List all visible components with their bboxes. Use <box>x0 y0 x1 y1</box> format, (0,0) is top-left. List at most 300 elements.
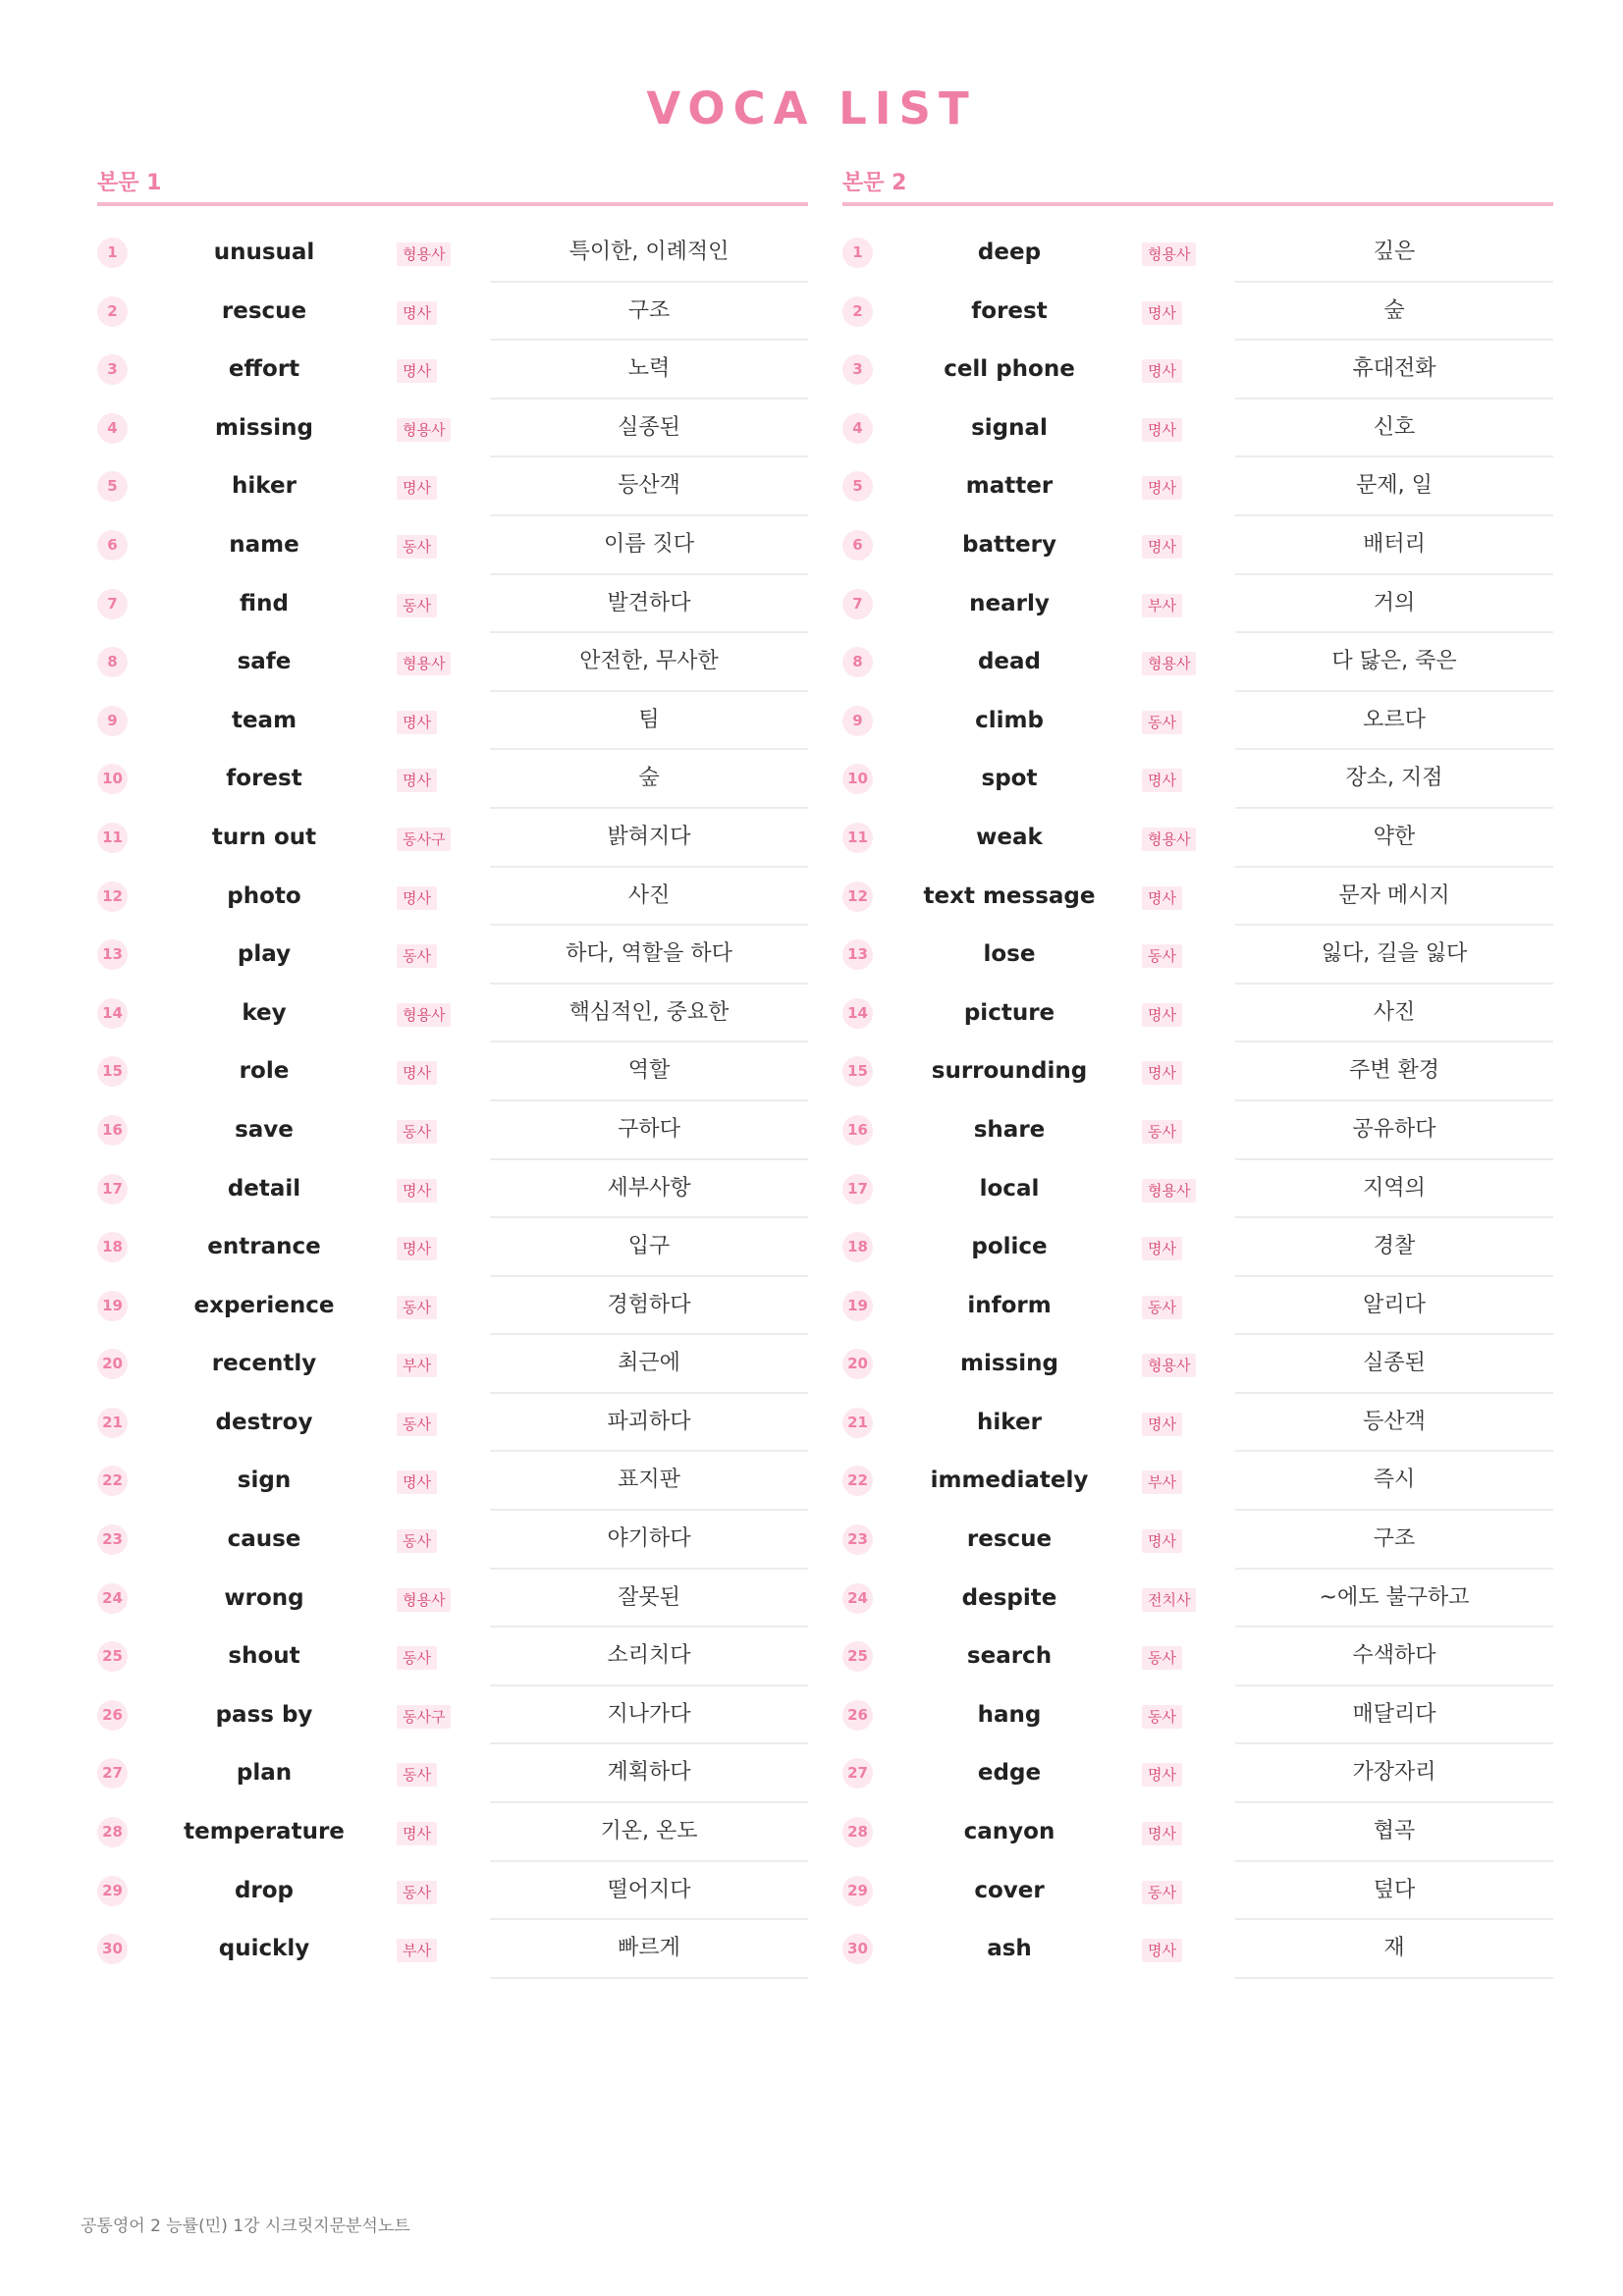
part-of-speech-tag: 명사 <box>397 769 437 792</box>
part-of-speech-tag: 형용사 <box>397 242 451 266</box>
row-number: 25 <box>842 1641 873 1672</box>
part-of-speech-tag: 동사 <box>397 1646 437 1670</box>
english-word: immediately <box>930 1468 1089 1494</box>
row-number: 24 <box>842 1583 873 1614</box>
english-word: turn out <box>211 824 317 850</box>
part-of-speech-tag: 명사 <box>397 1061 437 1085</box>
english-word: despite <box>961 1584 1057 1611</box>
korean-meaning: 등산객 <box>490 457 808 516</box>
vocab-row <box>842 400 1553 458</box>
korean-meaning: 숲 <box>490 750 808 809</box>
part-of-speech-tag: 명사 <box>1142 886 1182 910</box>
korean-meaning: 세부사항 <box>490 1160 808 1219</box>
part-of-speech-tag: 동사 <box>1142 1646 1182 1670</box>
vocab-row <box>97 575 808 634</box>
section-bonmun-2 <box>842 165 1553 1979</box>
english-word: police <box>971 1234 1048 1260</box>
english-word: key <box>242 999 287 1026</box>
korean-meaning: 노력 <box>490 341 808 400</box>
section-bonmun-1 <box>97 165 808 1979</box>
english-word: name <box>229 531 299 558</box>
row-number: 11 <box>842 823 873 853</box>
korean-meaning: 지나가다 <box>490 1686 808 1745</box>
vocab-row <box>97 1042 808 1101</box>
part-of-speech-tag: 명사 <box>397 359 437 383</box>
korean-meaning: 팀 <box>490 692 808 751</box>
row-number: 20 <box>842 1349 873 1379</box>
vocab-row <box>97 868 808 927</box>
vocab-row <box>842 750 1553 809</box>
row-number: 23 <box>97 1524 128 1555</box>
row-number: 17 <box>97 1174 128 1204</box>
row-number: 24 <box>97 1583 128 1614</box>
part-of-speech-tag: 동사 <box>1142 944 1182 968</box>
korean-meaning: 떨어지다 <box>490 1862 808 1921</box>
korean-meaning: 소리치다 <box>490 1628 808 1686</box>
korean-meaning: 오르다 <box>1235 692 1553 751</box>
row-number: 4 <box>97 413 128 444</box>
english-word: experience <box>193 1292 335 1318</box>
vocab-row <box>97 457 808 516</box>
vocab-row <box>97 633 808 692</box>
korean-meaning: 잘못된 <box>490 1570 808 1629</box>
vocab-row <box>842 575 1553 634</box>
part-of-speech-tag: 동사 <box>397 535 437 559</box>
row-number: 3 <box>97 354 128 385</box>
english-word: wrong <box>224 1584 304 1611</box>
korean-meaning: 등산객 <box>1235 1394 1553 1453</box>
vocab-row <box>842 692 1553 751</box>
part-of-speech-tag: 형용사 <box>397 418 451 442</box>
row-number: 2 <box>97 296 128 327</box>
korean-meaning: 구조 <box>1235 1511 1553 1570</box>
row-number: 14 <box>842 998 873 1029</box>
row-number: 16 <box>97 1115 128 1146</box>
row-number: 5 <box>842 471 873 502</box>
row-number: 30 <box>842 1934 873 1964</box>
row-number: 5 <box>97 471 128 502</box>
english-word: effort <box>228 356 300 383</box>
part-of-speech-tag: 명사 <box>397 886 437 910</box>
row-number: 7 <box>842 589 873 619</box>
vocab-row <box>842 1452 1553 1511</box>
row-number: 17 <box>842 1174 873 1204</box>
row-number: 14 <box>97 998 128 1029</box>
vocab-row <box>842 283 1553 342</box>
english-word: forest <box>226 766 302 792</box>
part-of-speech-tag: 명사 <box>397 1822 437 1845</box>
vocab-row <box>97 1920 808 1979</box>
vocab-row <box>842 1686 1553 1745</box>
vocab-list <box>97 224 808 1979</box>
row-number: 10 <box>97 764 128 794</box>
vocab-row <box>842 1277 1553 1336</box>
part-of-speech-tag: 동사구 <box>397 828 451 851</box>
part-of-speech-tag: 동사 <box>397 1763 437 1787</box>
vocab-row <box>842 809 1553 868</box>
vocab-row <box>842 1335 1553 1394</box>
english-word: forest <box>971 297 1048 324</box>
english-word: cause <box>227 1526 301 1553</box>
part-of-speech-tag: 형용사 <box>1142 1354 1196 1377</box>
part-of-speech-tag: 명사 <box>397 301 437 325</box>
english-word: rescue <box>966 1526 1053 1553</box>
english-word: team <box>231 707 298 733</box>
row-number: 22 <box>97 1466 128 1496</box>
korean-meaning: 공유하다 <box>1235 1101 1553 1160</box>
english-word: missing <box>215 414 313 441</box>
korean-meaning: 사진 <box>1235 985 1553 1043</box>
vocab-row <box>97 1628 808 1686</box>
part-of-speech-tag: 형용사 <box>1142 242 1196 266</box>
row-number: 19 <box>842 1291 873 1321</box>
korean-meaning: 핵심적인, 중요한 <box>490 985 808 1043</box>
vocab-row <box>842 1394 1553 1453</box>
vocab-row <box>97 516 808 575</box>
english-word: surrounding <box>931 1058 1088 1085</box>
english-word: spot <box>981 766 1038 792</box>
korean-meaning: 깊은 <box>1235 224 1553 283</box>
vocab-row <box>842 1744 1553 1803</box>
korean-meaning: 문자 메시지 <box>1235 868 1553 927</box>
row-number: 26 <box>97 1700 128 1731</box>
korean-meaning: 파괴하다 <box>490 1394 808 1453</box>
part-of-speech-tag: 동사 <box>1142 711 1182 734</box>
vocab-row <box>842 1042 1553 1101</box>
part-of-speech-tag: 명사 <box>1142 1822 1182 1845</box>
vocab-row <box>842 1862 1553 1921</box>
row-number: 13 <box>97 939 128 970</box>
korean-meaning: 실종된 <box>1235 1335 1553 1394</box>
korean-meaning: 경험하다 <box>490 1277 808 1336</box>
row-number: 23 <box>842 1524 873 1555</box>
vocab-row <box>842 1570 1553 1629</box>
vocab-row <box>97 985 808 1043</box>
korean-meaning: 재 <box>1235 1920 1553 1979</box>
part-of-speech-tag: 명사 <box>1142 1237 1182 1260</box>
part-of-speech-tag: 명사 <box>1142 1529 1182 1553</box>
english-word: picture <box>963 999 1055 1026</box>
part-of-speech-tag: 형용사 <box>397 652 451 675</box>
vocab-row <box>842 224 1553 283</box>
english-word: lose <box>983 941 1036 968</box>
part-of-speech-tag: 부사 <box>397 1939 437 1962</box>
part-of-speech-tag: 형용사 <box>1142 828 1196 851</box>
vocab-row <box>97 341 808 400</box>
vocab-row <box>842 1803 1553 1862</box>
vocab-row <box>842 1101 1553 1160</box>
part-of-speech-tag: 동사 <box>1142 1120 1182 1144</box>
row-number: 27 <box>97 1758 128 1789</box>
part-of-speech-tag: 형용사 <box>397 1003 451 1027</box>
english-word: find <box>240 590 289 616</box>
vocab-row <box>842 633 1553 692</box>
row-number: 27 <box>842 1758 873 1789</box>
korean-meaning: 지역의 <box>1235 1160 1553 1219</box>
vocab-row <box>842 1920 1553 1979</box>
row-number: 21 <box>842 1408 873 1438</box>
english-word: hiker <box>977 1409 1042 1435</box>
korean-meaning: 신호 <box>1235 400 1553 458</box>
korean-meaning: 배터리 <box>1235 516 1553 575</box>
row-number: 8 <box>842 647 873 677</box>
english-word: role <box>239 1058 290 1085</box>
part-of-speech-tag: 형용사 <box>1142 652 1196 675</box>
part-of-speech-tag: 형용사 <box>1142 1179 1196 1202</box>
row-number: 12 <box>97 881 128 912</box>
vocab-row <box>97 1803 808 1862</box>
korean-meaning: 경찰 <box>1235 1218 1553 1277</box>
vocab-row <box>97 1744 808 1803</box>
vocab-row <box>97 1394 808 1453</box>
english-word: safe <box>237 649 292 675</box>
korean-meaning: 알리다 <box>1235 1277 1553 1336</box>
row-number: 10 <box>842 764 873 794</box>
vocab-row <box>842 341 1553 400</box>
vocab-row <box>97 809 808 868</box>
vocab-row <box>842 1628 1553 1686</box>
part-of-speech-tag: 부사 <box>397 1354 437 1377</box>
english-word: photo <box>227 882 301 909</box>
row-number: 6 <box>97 530 128 561</box>
vocab-row <box>842 457 1553 516</box>
section-title: 본문 2 <box>842 165 1553 206</box>
part-of-speech-tag: 동사 <box>397 1881 437 1904</box>
english-word: rescue <box>221 297 307 324</box>
vocab-row <box>842 926 1553 985</box>
english-word: destroy <box>215 1409 313 1435</box>
korean-meaning: 역할 <box>490 1042 808 1101</box>
vocab-row <box>97 1686 808 1745</box>
english-word: hiker <box>232 473 297 500</box>
vocab-row <box>842 985 1553 1043</box>
english-word: hang <box>977 1701 1042 1728</box>
row-number: 20 <box>97 1349 128 1379</box>
row-number: 18 <box>842 1232 873 1262</box>
page-title: VOCA LIST <box>646 82 977 134</box>
korean-meaning: 가장자리 <box>1235 1744 1553 1803</box>
korean-meaning: 구하다 <box>490 1101 808 1160</box>
part-of-speech-tag: 형용사 <box>397 1588 451 1612</box>
row-number: 30 <box>97 1934 128 1964</box>
row-number: 7 <box>97 589 128 619</box>
part-of-speech-tag: 명사 <box>1142 1413 1182 1436</box>
korean-meaning: 기온, 온도 <box>490 1803 808 1862</box>
row-number: 8 <box>97 647 128 677</box>
part-of-speech-tag: 명사 <box>397 476 437 500</box>
part-of-speech-tag: 명사 <box>1142 769 1182 792</box>
row-number: 12 <box>842 881 873 912</box>
korean-meaning: 실종된 <box>490 400 808 458</box>
part-of-speech-tag: 명사 <box>1142 301 1182 325</box>
vocab-row <box>97 1452 808 1511</box>
vocab-row <box>842 1511 1553 1570</box>
korean-meaning: 안전한, 무사한 <box>490 633 808 692</box>
english-word: ash <box>987 1936 1032 1962</box>
korean-meaning: 거의 <box>1235 575 1553 634</box>
korean-meaning: 매달리다 <box>1235 1686 1553 1745</box>
row-number: 9 <box>842 706 873 736</box>
english-word: save <box>235 1116 294 1143</box>
english-word: play <box>237 941 292 968</box>
part-of-speech-tag: 동사 <box>397 1120 437 1144</box>
row-number: 2 <box>842 296 873 327</box>
row-number: 9 <box>97 706 128 736</box>
vocab-row <box>842 1218 1553 1277</box>
row-number: 28 <box>842 1817 873 1847</box>
part-of-speech-tag: 부사 <box>1142 594 1182 617</box>
english-word: battery <box>962 531 1056 558</box>
part-of-speech-tag: 명사 <box>1142 418 1182 442</box>
part-of-speech-tag: 명사 <box>397 1470 437 1494</box>
part-of-speech-tag: 전치사 <box>1142 1588 1196 1612</box>
vocab-row <box>97 1335 808 1394</box>
vocab-row <box>97 1277 808 1336</box>
part-of-speech-tag: 동사 <box>397 1413 437 1436</box>
part-of-speech-tag: 동사 <box>397 1296 437 1319</box>
part-of-speech-tag: 동사 <box>1142 1296 1182 1319</box>
part-of-speech-tag: 동사 <box>397 594 437 617</box>
row-number: 6 <box>842 530 873 561</box>
row-number: 19 <box>97 1291 128 1321</box>
english-word: inform <box>967 1292 1052 1318</box>
row-number: 3 <box>842 354 873 385</box>
english-word: deep <box>977 240 1042 265</box>
vocab-row <box>97 750 808 809</box>
part-of-speech-tag: 동사 <box>1142 1705 1182 1729</box>
vocab-row <box>97 400 808 458</box>
korean-meaning: 입구 <box>490 1218 808 1277</box>
english-word: matter <box>965 473 1054 500</box>
vocab-row <box>97 926 808 985</box>
korean-meaning: 계획하다 <box>490 1744 808 1803</box>
korean-meaning: 야기하다 <box>490 1511 808 1570</box>
part-of-speech-tag: 명사 <box>397 1237 437 1260</box>
part-of-speech-tag: 명사 <box>1142 1939 1182 1962</box>
korean-meaning: 즉시 <box>1235 1452 1553 1511</box>
english-word: weak <box>976 824 1043 850</box>
row-number: 15 <box>97 1056 128 1087</box>
footer-text: 공통영어 2 능률(민) 1강 시크릿지문분석노트 <box>81 2216 410 2236</box>
vocab-row <box>97 1862 808 1921</box>
english-word: signal <box>971 414 1048 441</box>
part-of-speech-tag: 명사 <box>1142 1003 1182 1027</box>
english-word: missing <box>960 1351 1058 1377</box>
vocab-row <box>842 1160 1553 1219</box>
english-word: canyon <box>963 1819 1055 1845</box>
english-word: quickly <box>218 1936 310 1962</box>
korean-meaning: 발견하다 <box>490 575 808 634</box>
korean-meaning: 주변 환경 <box>1235 1042 1553 1101</box>
row-number: 21 <box>97 1408 128 1438</box>
korean-meaning: 다 닳은, 죽은 <box>1235 633 1553 692</box>
korean-meaning: 표지판 <box>490 1452 808 1511</box>
part-of-speech-tag: 명사 <box>1142 359 1182 383</box>
english-word: pass by <box>215 1701 313 1728</box>
row-number: 4 <box>842 413 873 444</box>
korean-meaning: 최근에 <box>490 1335 808 1394</box>
english-word: local <box>979 1175 1040 1201</box>
row-number: 1 <box>842 238 873 268</box>
english-word: sign <box>237 1468 292 1494</box>
vocab-row <box>97 692 808 751</box>
vocab-row <box>97 1101 808 1160</box>
english-word: cover <box>974 1877 1045 1903</box>
korean-meaning: 구조 <box>490 283 808 342</box>
row-number: 16 <box>842 1115 873 1146</box>
korean-meaning: 휴대전화 <box>1235 341 1553 400</box>
part-of-speech-tag: 명사 <box>1142 476 1182 500</box>
korean-meaning: 문제, 일 <box>1235 457 1553 516</box>
korean-meaning: 특이한, 이례적인 <box>490 224 808 283</box>
english-word: edge <box>977 1760 1042 1787</box>
english-word: unusual <box>213 240 315 265</box>
vocab-row <box>97 1570 808 1629</box>
english-word: detail <box>227 1175 301 1201</box>
korean-meaning: 하다, 역할을 하다 <box>490 926 808 985</box>
vocab-row <box>97 1218 808 1277</box>
korean-meaning: 사진 <box>490 868 808 927</box>
english-word: climb <box>975 707 1044 733</box>
part-of-speech-tag: 동사 <box>397 1529 437 1553</box>
vocab-list <box>842 224 1553 1979</box>
section-title: 본문 1 <box>97 165 808 206</box>
row-number: 22 <box>842 1466 873 1496</box>
korean-meaning: 장소, 지점 <box>1235 750 1553 809</box>
korean-meaning: 숲 <box>1235 283 1553 342</box>
vocab-row <box>97 1160 808 1219</box>
part-of-speech-tag: 동사 <box>1142 1881 1182 1904</box>
english-word: entrance <box>207 1234 321 1260</box>
part-of-speech-tag: 명사 <box>397 1179 437 1202</box>
row-number: 15 <box>842 1056 873 1087</box>
row-number: 28 <box>97 1817 128 1847</box>
korean-meaning: 밝혀지다 <box>490 809 808 868</box>
row-number: 29 <box>842 1876 873 1906</box>
row-number: 1 <box>97 238 128 268</box>
english-word: dead <box>977 649 1042 675</box>
part-of-speech-tag: 부사 <box>1142 1470 1182 1494</box>
row-number: 25 <box>97 1641 128 1672</box>
korean-meaning: 이름 짓다 <box>490 516 808 575</box>
row-number: 29 <box>97 1876 128 1906</box>
part-of-speech-tag: 명사 <box>1142 1763 1182 1787</box>
korean-meaning: 약한 <box>1235 809 1553 868</box>
english-word: nearly <box>969 590 1050 616</box>
row-number: 26 <box>842 1700 873 1731</box>
english-word: temperature <box>184 1819 345 1845</box>
vocab-row <box>97 1511 808 1570</box>
english-word: cell phone <box>944 356 1075 383</box>
english-word: plan <box>236 1760 293 1787</box>
part-of-speech-tag: 명사 <box>397 711 437 734</box>
korean-meaning: 수색하다 <box>1235 1628 1553 1686</box>
english-word: recently <box>211 1351 317 1377</box>
korean-meaning: 덮다 <box>1235 1862 1553 1921</box>
row-number: 11 <box>97 823 128 853</box>
vocab-row <box>842 516 1553 575</box>
row-number: 13 <box>842 939 873 970</box>
vocab-row <box>97 224 808 283</box>
english-word: search <box>966 1643 1053 1670</box>
english-word: share <box>973 1116 1046 1143</box>
part-of-speech-tag: 동사구 <box>397 1705 451 1729</box>
korean-meaning: 협곡 <box>1235 1803 1553 1862</box>
english-word: text message <box>923 882 1096 909</box>
part-of-speech-tag: 명사 <box>1142 535 1182 559</box>
korean-meaning: 빠르게 <box>490 1920 808 1979</box>
vocab-row <box>97 283 808 342</box>
